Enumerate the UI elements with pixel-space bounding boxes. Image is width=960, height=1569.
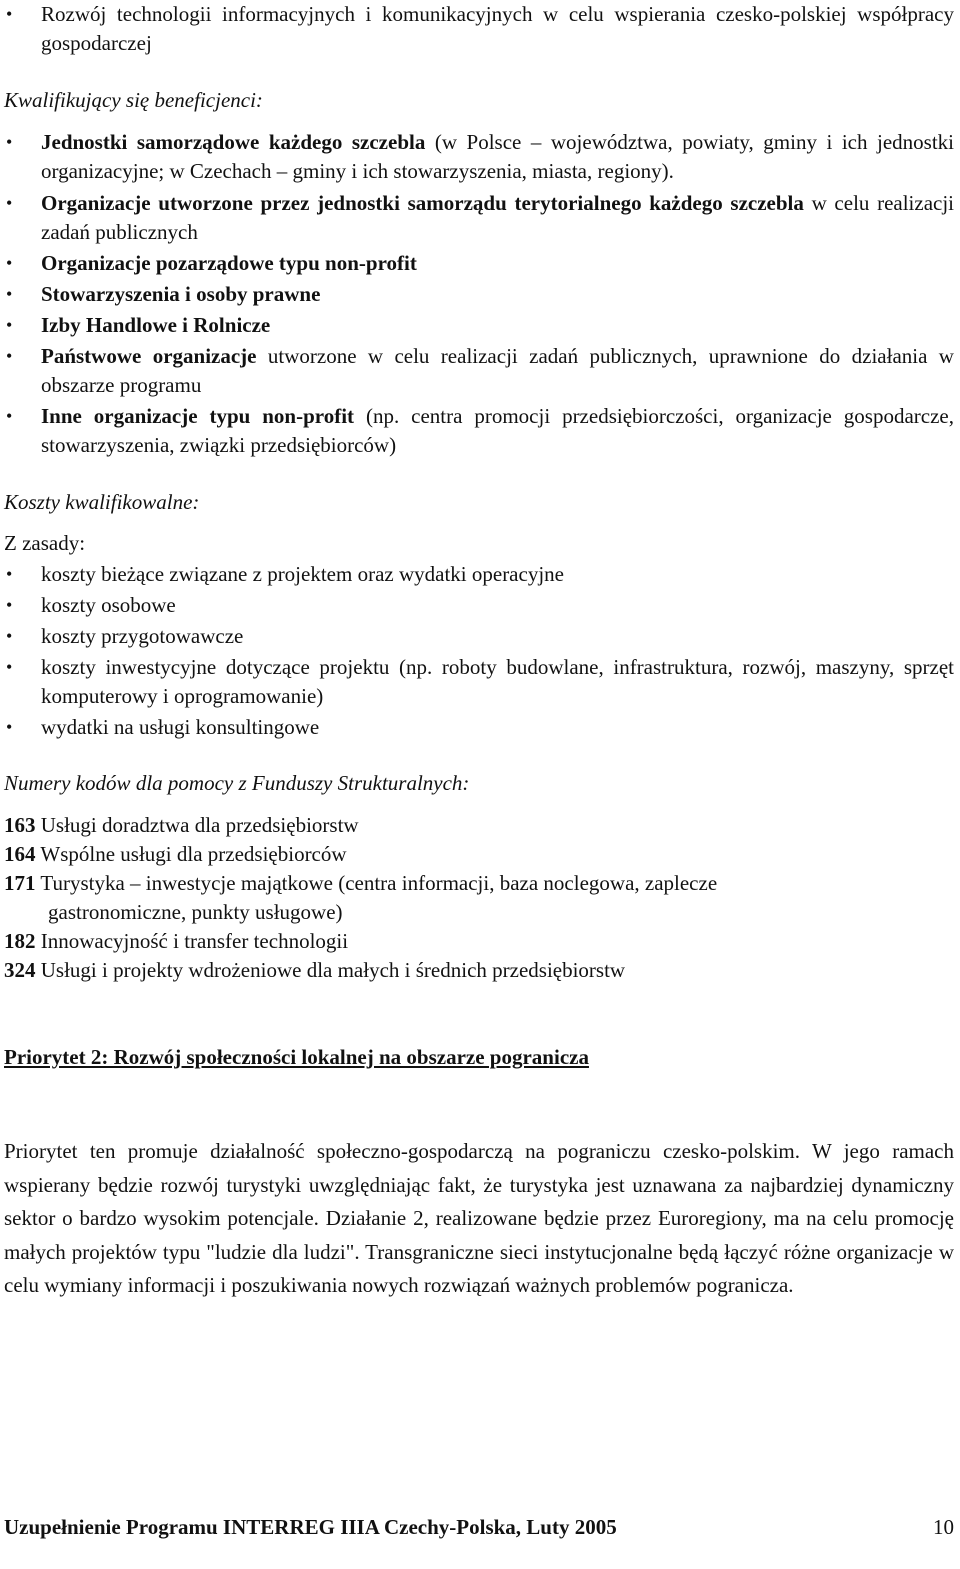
code-text: Innowacyjność i transfer technologii — [35, 929, 349, 953]
list-item-text: (w Polsce – województwa, powiaty, gminy i ich jednostki organizacyjne; w Czechach – gminy i ich stowarzyszenia, miasta, regiony). — [41, 130, 954, 183]
code-number: 163 — [4, 813, 36, 837]
intro-bullet-list — [0, 0, 960, 58]
list-item-text: koszty bieżące związane z projektem oraz wydatki operacyjne — [41, 562, 564, 586]
bullet-icon: • — [6, 717, 13, 737]
code-item — [0, 840, 960, 869]
page-footer — [4, 1512, 954, 1542]
list-item-text: Rozwój technologii informacyjnych i komunikacyjnych w celu wspierania czesko-polskiej współpracy gospodarczej — [41, 2, 954, 55]
list-item-bold: Izby Handlowe i Rolnicze — [41, 313, 271, 337]
list-item — [0, 402, 960, 460]
bullet-icon: • — [6, 193, 13, 213]
list-item — [0, 653, 960, 711]
priority-paragraph: Priorytet ten promuje działalność społeczno-gospodarczą na pograniczu czesko-polskim. W jego ramach wspierany będzie rozwój turystyki uwzględniając fakt, że turystyka jest uznawana za najbardziej dynamiczny sektor o bardzo wysokim potencjale. Działanie 2, realizowane będzie przez Euroregiony, ma na celu promocję małych projektów typu "ludzie dla ludzi". Transgraniczne sieci instytucjonalne będą łączyć różne organizacje w celu wymiany informacji i poszukiwania nowych rozwiązań ważnych problemów pogranicza. — [4, 1139, 954, 1297]
list-item — [0, 713, 960, 742]
code-number: 324 — [4, 958, 36, 982]
costs-heading: Koszty kwalifikowalne: — [4, 490, 200, 514]
codes-heading: Numery kodów dla pomocy z Funduszy Strukturalnych: — [4, 771, 470, 795]
priority-title: Priorytet 2: Rozwój społeczności lokalnej na obszarze pogranicza — [4, 1045, 589, 1069]
page-number: 10 — [933, 1515, 954, 1539]
bullet-icon: • — [6, 132, 13, 152]
bullet-icon: • — [6, 406, 13, 426]
list-item — [0, 311, 960, 340]
list-item-bold: Organizacje utworzone przez jednostki samorządu terytorialnego każdego szczebla — [41, 191, 804, 215]
list-item — [0, 128, 960, 186]
list-item-bold: Stowarzyszenia i osoby prawne — [41, 282, 321, 306]
bullet-icon: • — [6, 626, 13, 646]
beneficiaries-heading: Kwalifikujący się beneficjenci: — [4, 88, 263, 112]
code-text: Wspólne usługi dla przedsiębiorców — [35, 842, 347, 866]
list-item-text: w celu realizacji zadań publicznych — [41, 191, 955, 244]
list-item — [0, 560, 960, 589]
list-item — [0, 622, 960, 651]
list-item-bold: Organizacje pozarządowe typu non-profit — [41, 251, 417, 275]
list-item-text: wydatki na usługi konsultingowe — [41, 715, 320, 739]
list-item-bold: Jednostki samorządowe każdego szczebla — [41, 130, 426, 154]
bullet-icon: • — [6, 346, 13, 366]
bullet-icon: • — [6, 315, 13, 335]
list-item-text: koszty osobowe — [41, 593, 176, 617]
costs-list — [0, 560, 960, 742]
list-item-bold: Państwowe organizacje — [41, 344, 257, 368]
list-item-text: koszty inwestycyjne dotyczące projektu (np. roboty budowlane, infrastruktura, rozwój, maszyny, sprzęt komputerowy i oprogramowanie) — [41, 655, 954, 708]
codes-list — [0, 811, 960, 985]
bullet-icon: • — [6, 595, 13, 615]
bullet-icon: • — [6, 4, 13, 24]
list-item — [0, 0, 960, 58]
bullet-icon: • — [6, 253, 13, 273]
bullet-icon: • — [6, 564, 13, 584]
costs-rules-label: Z zasady: — [4, 531, 86, 555]
list-item — [0, 249, 960, 278]
code-number: 182 — [4, 929, 36, 953]
list-item-text: koszty przygotowawcze — [41, 624, 244, 648]
list-item — [0, 591, 960, 620]
list-item-text: (np. centra promocji przedsiębiorczości, organizacje gospodarcze, stowarzyszenia, związki przedsiębiorców) — [41, 404, 954, 457]
code-item — [0, 956, 960, 985]
code-text: Usługi doradztwa dla przedsiębiorstw — [35, 813, 359, 837]
code-number: 164 — [4, 842, 36, 866]
code-number: 171 — [4, 871, 36, 895]
bullet-icon: • — [6, 657, 13, 677]
code-text: Usługi i projekty wdrożeniowe dla małych i średnich przedsiębiorstw — [35, 958, 626, 982]
bullet-icon: • — [6, 284, 13, 304]
code-item — [0, 811, 960, 840]
list-item — [0, 280, 960, 309]
list-item-bold: Inne organizacje typu non-profit — [41, 404, 355, 428]
code-item — [0, 927, 960, 956]
footer-title: Uzupełnienie Programu INTERREG IIIA Czechy-Polska, Luty 2005 — [4, 1515, 617, 1539]
code-text-continuation: gastronomiczne, punkty usługowe) — [48, 900, 343, 924]
code-item — [0, 869, 960, 927]
list-item — [0, 342, 960, 400]
beneficiaries-list — [0, 128, 960, 460]
list-item — [0, 189, 960, 247]
code-text: Turystyka – inwestycje majątkowe (centra informacji, baza noclegowa, zaplecze — [35, 871, 718, 895]
list-item-text: utworzone w celu realizacji zadań publicznych, uprawnione do działania w obszarze programu — [41, 344, 954, 397]
